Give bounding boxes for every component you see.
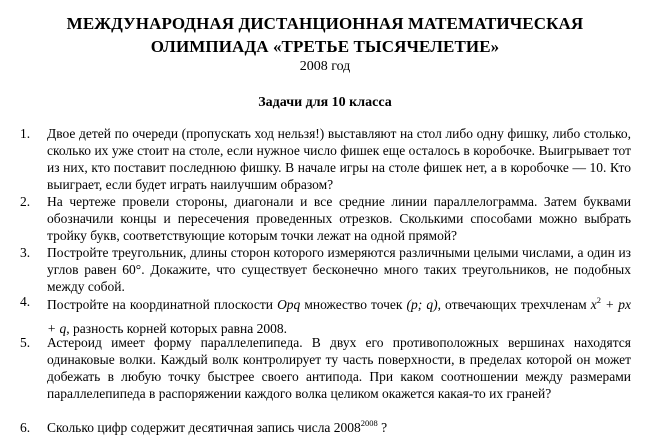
- plane-symbol: Opq: [277, 297, 301, 312]
- problem-2-text: На чертеже провели стороны, диагонали и все средние линии параллелограмма. Затем буквами обозначили концы и пересечения проведенных отрезков. Сколькими способами можно выбрать тройку букв, соответствующие которым точки лежат на одной прямой?: [47, 194, 631, 243]
- problem-6-number: 6.: [20, 420, 31, 435]
- problem-3-text: Постройте треугольник, длины сторон которого измеряются различными целыми числами, а один из углов равен 60°. Докажите, что существует бесконечно много таких треугольников, не подобных между собой.: [47, 245, 631, 294]
- polynomial-x: x: [590, 297, 597, 312]
- power-exponent: 2008: [360, 418, 378, 428]
- problem-6-text: [47, 419, 631, 436]
- problem-5-text: Астероид имеет форму параллелепипеда. В двух его противоположных вершинах находятся одинаковые волки. Каждый волк контролирует ту часть поверхности, в пределах которой он может добежать в любую точку быстрее своего антипода. При каком соотношении между размерами параллелепипеда в распоряжении каждого волка целиком окажется какая-то их граней?: [47, 335, 631, 401]
- problem-3-number: 3.: [20, 245, 31, 260]
- olympiad-title-line-2: ОЛИМПИАДА «ТРЕТЬЕ ТЫСЯЧЕЛЕТИЕ»: [150, 37, 500, 56]
- problem-4-text-d: , разность корней которых равна 2008.: [66, 321, 287, 336]
- problem-4-text-b: множество точек: [300, 297, 407, 312]
- olympiad-title-line-1: МЕЖДУНАРОДНАЯ ДИСТАНЦИОННАЯ МАТЕМАТИЧЕСКАЯ: [66, 14, 584, 33]
- problem-2-number: 2.: [20, 194, 31, 209]
- problem-4-text-c: , отвечающих трехчленам: [437, 297, 591, 312]
- problem-5-number: 5.: [20, 335, 31, 350]
- olympiad-year: 2008 год: [299, 59, 351, 74]
- polynomial-exponent: 2: [596, 295, 602, 305]
- problem-4-text-a: Постройте на координатной плоскости: [47, 297, 278, 312]
- problem-1-text: Двое детей по очереди (пропускать ход нельзя!) выставляют на стол либо одну фишку, либо столько, сколько их уже стоит на столе, если нужное число фишек еще осталось в коробочке. Выигрывает тот из них, кто поставит последнюю фишку. В начале игры на столе фишек нет, а в коробочке — 10. Кто выиграет, если будет играть наилучшим образом?: [47, 126, 631, 192]
- point-expression: (p; q): [406, 297, 438, 312]
- problem-4-number: 4.: [20, 294, 31, 309]
- problem-6-text-a: Сколько цифр содержит десятичная запись числа: [47, 420, 334, 435]
- grade-heading: Задачи для 10 класса: [258, 95, 392, 110]
- polynomial-rest: + px + q: [47, 297, 631, 336]
- power-base: 2008: [333, 420, 361, 435]
- problem-1-number: 1.: [20, 126, 31, 141]
- problem-6-text-b: ?: [377, 420, 388, 435]
